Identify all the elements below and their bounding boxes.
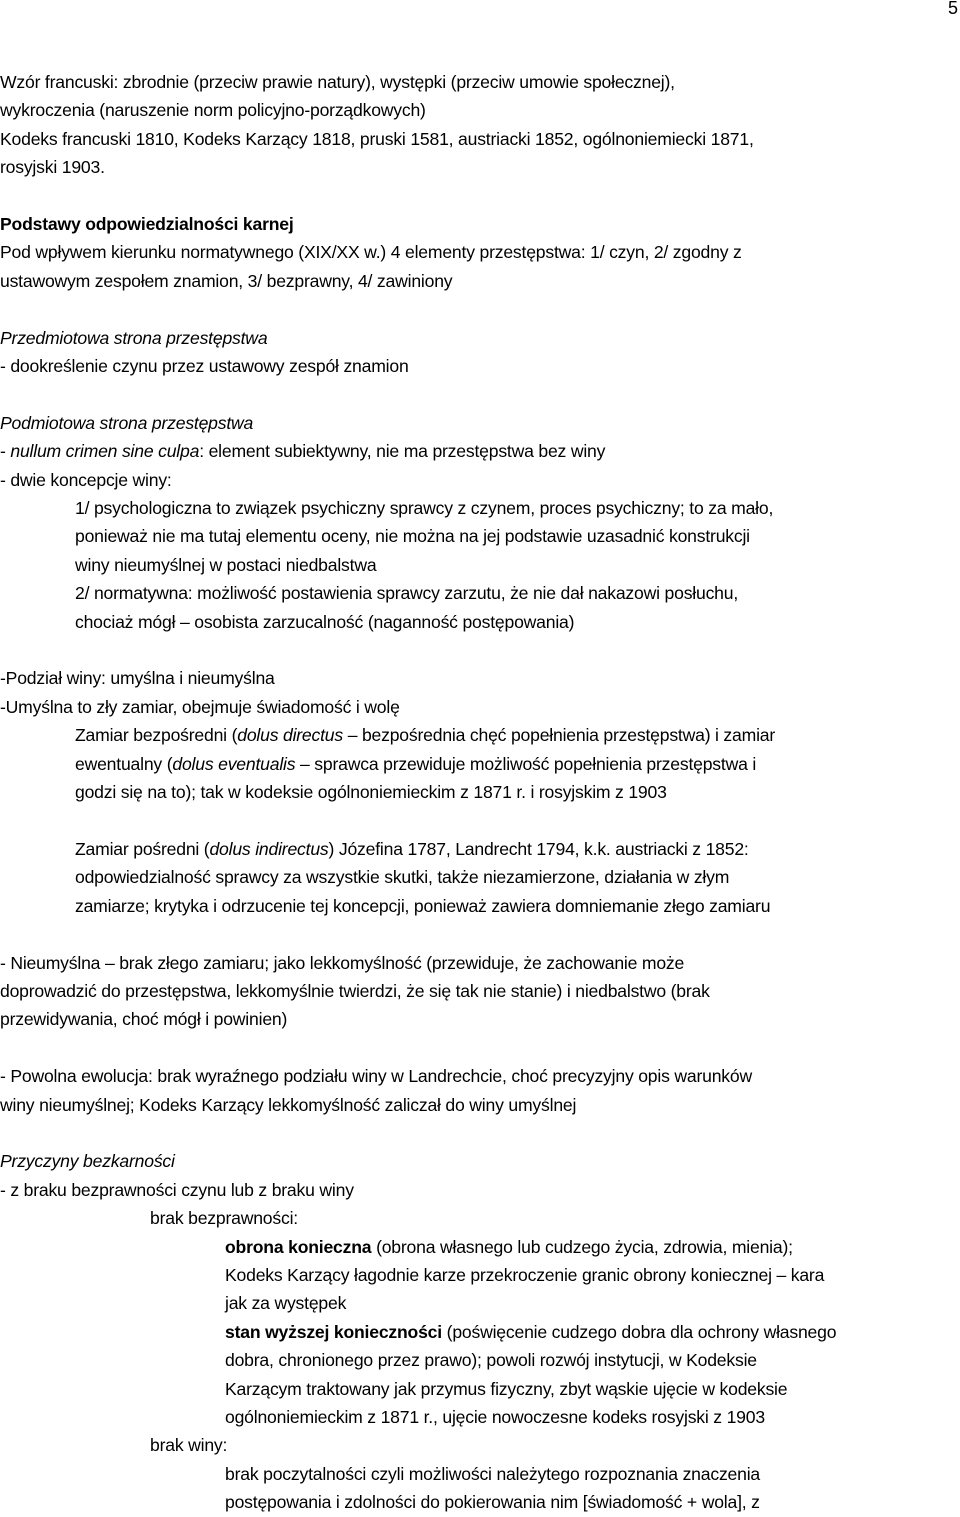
section-heading: Przedmiotowa strona przestępstwa: [0, 327, 268, 348]
section-basis: [0, 210, 960, 295]
text-run: ewentualny (: [75, 753, 173, 774]
indented-line: [0, 750, 960, 778]
text-run: (obrona własnego lub cudzego życia, zdrowia, mienia);: [371, 1236, 793, 1257]
text-run: Zamiar bezpośredni (: [75, 725, 238, 746]
bold-term: stan wyższej konieczności: [225, 1321, 442, 1342]
paragraph-line: Pod wpływem kierunku normatywnego (XIX/XX w.) 4 elementy przestępstwa: 1/ czyn, 2/ zgodny z: [0, 242, 742, 263]
indented-line: brak poczytalności czyli możliwości należytego rozpoznania znaczenia: [225, 1463, 761, 1484]
indented-line: postępowania i zdolności do pokierowania nim [świadomość + wola], z: [225, 1492, 760, 1513]
paragraph-line: -Umyślna to zły zamiar, obejmuje świadomość i wolę: [0, 696, 400, 717]
indented-line: 2/ normatywna: możliwość postawienia sprawcy zarzutu, że nie dał nakazowi posłuchu,: [75, 583, 739, 604]
paragraph-line: - Nieumyślna – brak złego zamiaru; jako lekkomyślność (przewiduje, że zachowanie może: [0, 952, 685, 973]
latin-term: dolus eventualis: [172, 753, 296, 774]
indented-line: odpowiedzialność sprawcy za wszystkie skutki, także niezamierzone, działania w złym: [75, 867, 730, 888]
subheading: brak winy:: [150, 1435, 228, 1456]
text-run: (poświęcenie cudzego dobra dla ochrony własnego: [441, 1321, 837, 1342]
paragraph-line: wykroczenia (naruszenie norm policyjno-porządkowych): [0, 100, 426, 121]
bold-term: obrona konieczna: [225, 1236, 372, 1257]
indented-line: Kodeks Karzący łagodnie karze przekroczenie granic obrony koniecznej – kara: [225, 1264, 825, 1285]
text-run: – sprawca przewiduje możliwość popełnienia przestępstwa i: [295, 753, 757, 774]
paragraph-line: [0, 437, 960, 465]
paragraph-line: ustawowym zespołem znamion, 3/ bezprawny, 4/ zawiniony: [0, 270, 453, 291]
section-heading: Przyczyny bezkarności: [0, 1151, 175, 1172]
indented-line: jak za występek: [225, 1293, 347, 1314]
latin-term: dolus indirectus: [209, 838, 329, 859]
subheading: brak bezprawności:: [150, 1208, 298, 1229]
paragraph-line: przewidywania, choć mógł i powinien): [0, 1009, 288, 1030]
section-impunity: [0, 1147, 960, 1516]
text-run: Zamiar pośredni (: [75, 838, 210, 859]
section-heading: Podstawy odpowiedzialności karnej: [0, 214, 294, 235]
indented-line: [0, 1318, 960, 1346]
paragraph-line: doprowadzić do przestępstwa, lekkomyślnie twierdzi, że się tak nie stanie) i niedbalstwo (brak: [0, 980, 710, 1001]
indented-line: ponieważ nie ma tutaj elementu oceny, nie można na jej podstawie uzasadnić konstrukcji: [75, 526, 750, 547]
document-body: [0, 68, 960, 1517]
indented-line: [0, 721, 960, 749]
indented-line: Karzącym traktowany jak przymus fizyczny, zbyt wąskie ujęcie w kodeksie: [225, 1378, 788, 1399]
paragraph-line: - z braku bezprawności czynu lub z braku winy: [0, 1179, 354, 1200]
paragraph-line: - Powolna ewolucja: brak wyraźnego podziału winy w Landrechcie, choć precyzyjny opis warunków: [0, 1066, 752, 1087]
text-run: : element subiektywny, nie ma przestępstwa bez winy: [199, 441, 606, 462]
section-objective: [0, 324, 960, 381]
paragraph-line: rosyjski 1903.: [0, 157, 105, 178]
text-run: ) Józefina 1787, Landrecht 1794, k.k. austriacki z 1852:: [328, 838, 749, 859]
paragraph-line: winy nieumyślnej; Kodeks Karzący lekkomyślność zaliczał do winy umyślnej: [0, 1094, 577, 1115]
indented-line: 1/ psychologiczna to związek psychiczny sprawcy z czynem, proces psychiczny; to za mało,: [75, 498, 774, 519]
latin-term: nullum crimen sine culpa: [10, 441, 200, 462]
paragraph-line: - dwie koncepcje winy:: [0, 469, 172, 490]
section-negligence: [0, 949, 960, 1034]
latin-term: dolus directus: [237, 725, 343, 746]
indented-line: zamiarze; krytyka i odrzucenie tej koncepcji, ponieważ zawiera domniemanie złego zamiaru: [75, 895, 771, 916]
section-heading: Podmiotowa strona przestępstwa: [0, 412, 254, 433]
section-subjective: [0, 409, 960, 636]
paragraph-line: Kodeks francuski 1810, Kodeks Karzący 1818, pruski 1581, austriacki 1852, ogólnoniemiecki 1871,: [0, 128, 754, 149]
indented-line: godzi się na to); tak w kodeksie ogólnoniemieckim z 1871 r. i rosyjskim z 1903: [75, 782, 667, 803]
page-number: 5: [947, 0, 958, 18]
indented-line: [0, 835, 960, 863]
indented-line: ogólnoniemieckim z 1871 r., ujęcie nowoczesne kodeks rosyjski z 1903: [225, 1406, 765, 1427]
section-intro: [0, 68, 960, 182]
indented-line: [0, 1233, 960, 1261]
text-run: – bezpośrednia chęć popełnienia przestępstwa) i zamiar: [343, 725, 776, 746]
text-run: -: [0, 441, 11, 462]
indented-line: winy nieumyślnej w postaci niedbalstwa: [75, 554, 377, 575]
paragraph-line: - dookreślenie czynu przez ustawowy zespół znamion: [0, 356, 409, 377]
indented-line: chociaż mógł – osobista zarzucalność (naganność postępowania): [75, 611, 575, 632]
section-evolution: [0, 1062, 960, 1119]
paragraph-line: -Podział winy: umyślna i nieumyślna: [0, 668, 275, 689]
indented-line: dobra, chronionego przez prawo); powoli rozwój instytucji, w Kodeksie: [225, 1350, 757, 1371]
section-guilt-division: [0, 664, 960, 920]
paragraph-line: Wzór francuski: zbrodnie (przeciw prawie natury), występki (przeciw umowie społecznej),: [0, 72, 675, 92]
